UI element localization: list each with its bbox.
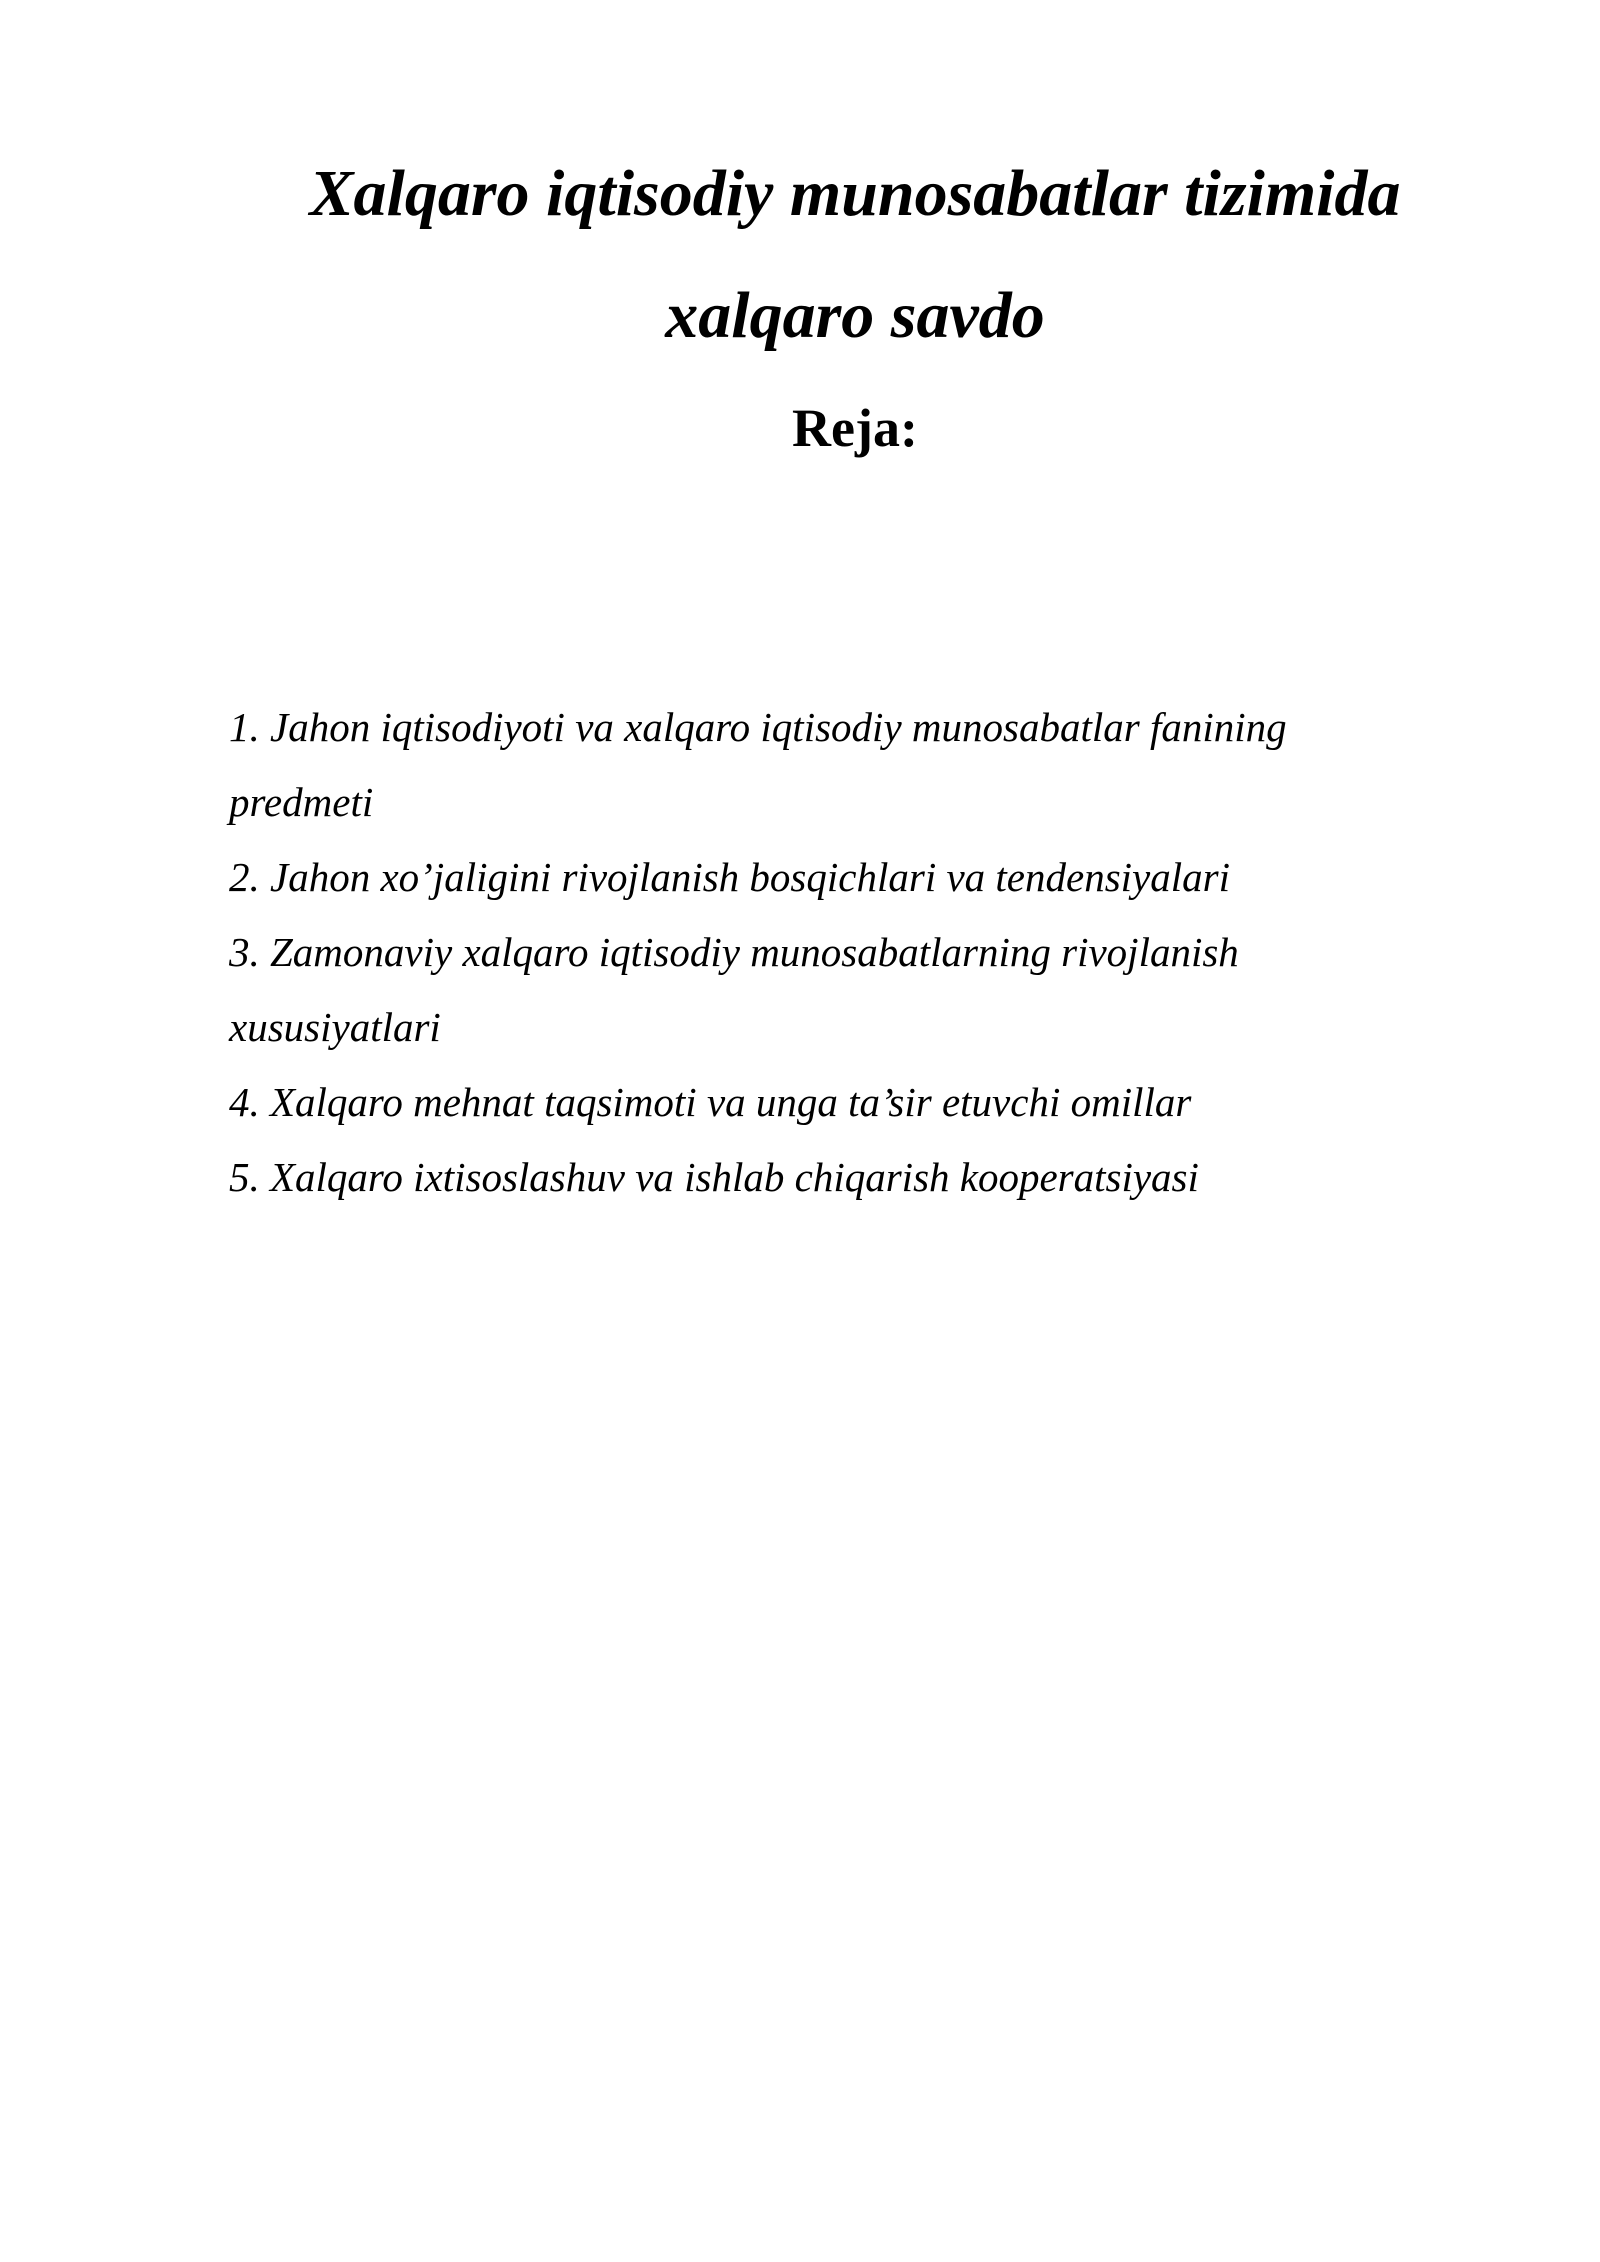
document-title-line-2: xalqaro savdo bbox=[665, 279, 1045, 352]
plan-item-1: 1. Jahon iqtisodiyoti va xalqaro iqtisodiy munosabatlar fanining bbox=[229, 704, 1287, 750]
plan-item-3: 3. Zamonaviy xalqaro iqtisodiy munosabatlarning rivojlanish bbox=[229, 929, 1239, 975]
plan-item-4: 4. Xalqaro mehnat taqsimoti va unga ta’sir etuvchi omillar bbox=[229, 1079, 1192, 1125]
plan-list bbox=[229, 690, 1409, 1215]
plan-item-1-continued: predmeti bbox=[229, 779, 374, 825]
plan-item-3-continued: xususiyatlari bbox=[229, 1004, 441, 1050]
plan-heading: Reja: bbox=[792, 398, 918, 458]
document-title-line-1: Xalqaro iqtisodiy munosabatlar tizimida bbox=[309, 157, 1401, 230]
plan-item-2: 2. Jahon xo’jaligini rivojlanish bosqichlari va tendensiyalari bbox=[229, 854, 1230, 900]
plan-item-5: 5. Xalqaro ixtisoslashuv va ishlab chiqarish kooperatsiyasi bbox=[229, 1154, 1199, 1200]
